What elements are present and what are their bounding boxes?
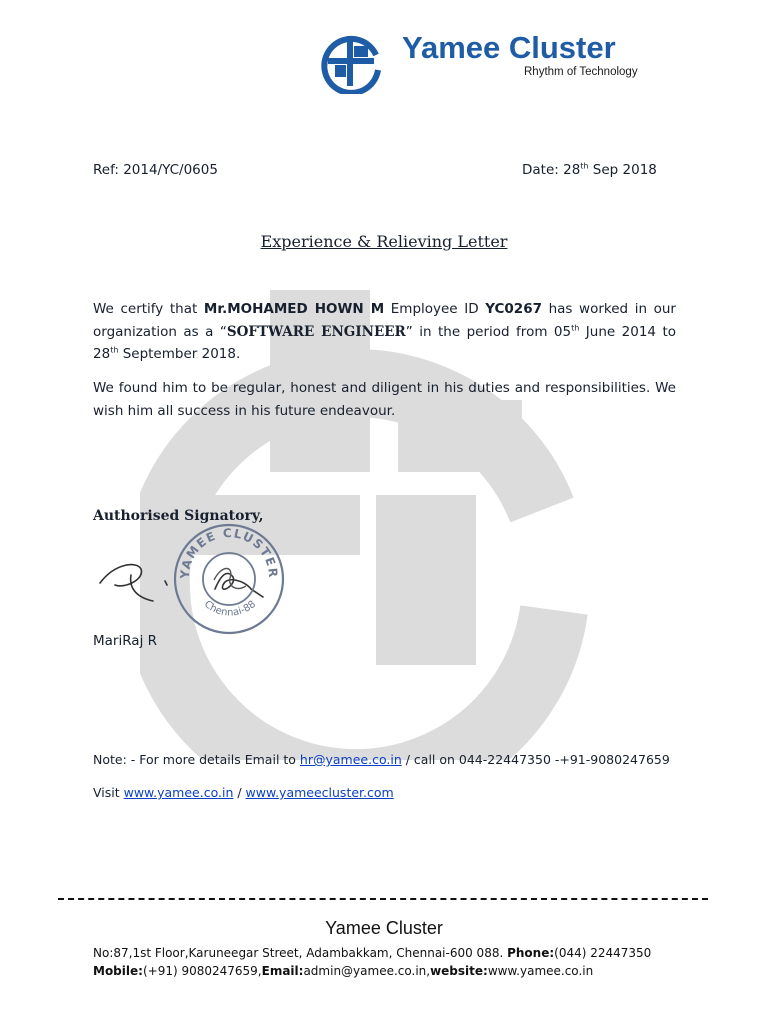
website-link-yameecluster[interactable]: www.yameecluster.com (245, 785, 394, 800)
conduct-paragraph: We found him to be regular, honest and diligent in his duties and responsibilities. We wish him all success in his future endeavour. (93, 380, 676, 419)
footer-company-name: Yamee Cluster (325, 918, 443, 938)
footer-divider (58, 898, 708, 900)
svg-text:Chennai-88 (202, 599, 258, 619)
stamp-text-bottom: Chennai-88 (201, 598, 259, 619)
employee-id: YC0267 (485, 301, 542, 317)
logo-mark-icon (318, 28, 384, 94)
hr-email-link[interactable]: hr@yamee.co.in (299, 752, 402, 767)
certification-paragraph: We certify that Mr.MOHAMED HOWN M Employee ID YC0267 has worked in our organization as a “SOFTWARE ENGINEER” in the period from 05th June 2014 to 28th September 2018. (93, 301, 676, 362)
company-logo (318, 28, 668, 94)
stamp-text-top: YAMEE CLUSTER (177, 526, 281, 580)
visit-websites: Visit www.yamee.co.in / www.yameecluster.com (93, 785, 394, 800)
reference-number: Ref: 2014/YC/0605 (93, 162, 218, 178)
letter-title: Experience & Relieving Letter (260, 232, 508, 251)
contact-note: Note: - For more details Email to hr@yamee.co.in / call on 044-22447350 -+91-9080247659 (93, 752, 670, 767)
brand-tagline: Rhythm of Technology (524, 66, 638, 78)
company-stamp (170, 520, 288, 638)
designation: SOFTWARE ENGINEER (226, 323, 406, 340)
signer-name: MariRaj R (93, 633, 157, 649)
authorised-signatory-label: Authorised Signatory, (93, 508, 264, 524)
employee-name: Mr.MOHAMED HOWN M (203, 301, 385, 317)
brand-name: Yamee Cluster (402, 30, 616, 65)
website-link-yamee[interactable]: www.yamee.co.in (123, 785, 234, 800)
footer-contacts: Mobile:(+91) 9080247659,Email:admin@yamee.co.in,website:www.yamee.co.in (93, 964, 594, 978)
letter-date: Date: 28th Sep 2018 (522, 161, 657, 178)
footer-address: No:87,1st Floor,Karuneegar Street, Adambakkam, Chennai-600 088. Phone:(044) 22447350 (93, 946, 652, 960)
